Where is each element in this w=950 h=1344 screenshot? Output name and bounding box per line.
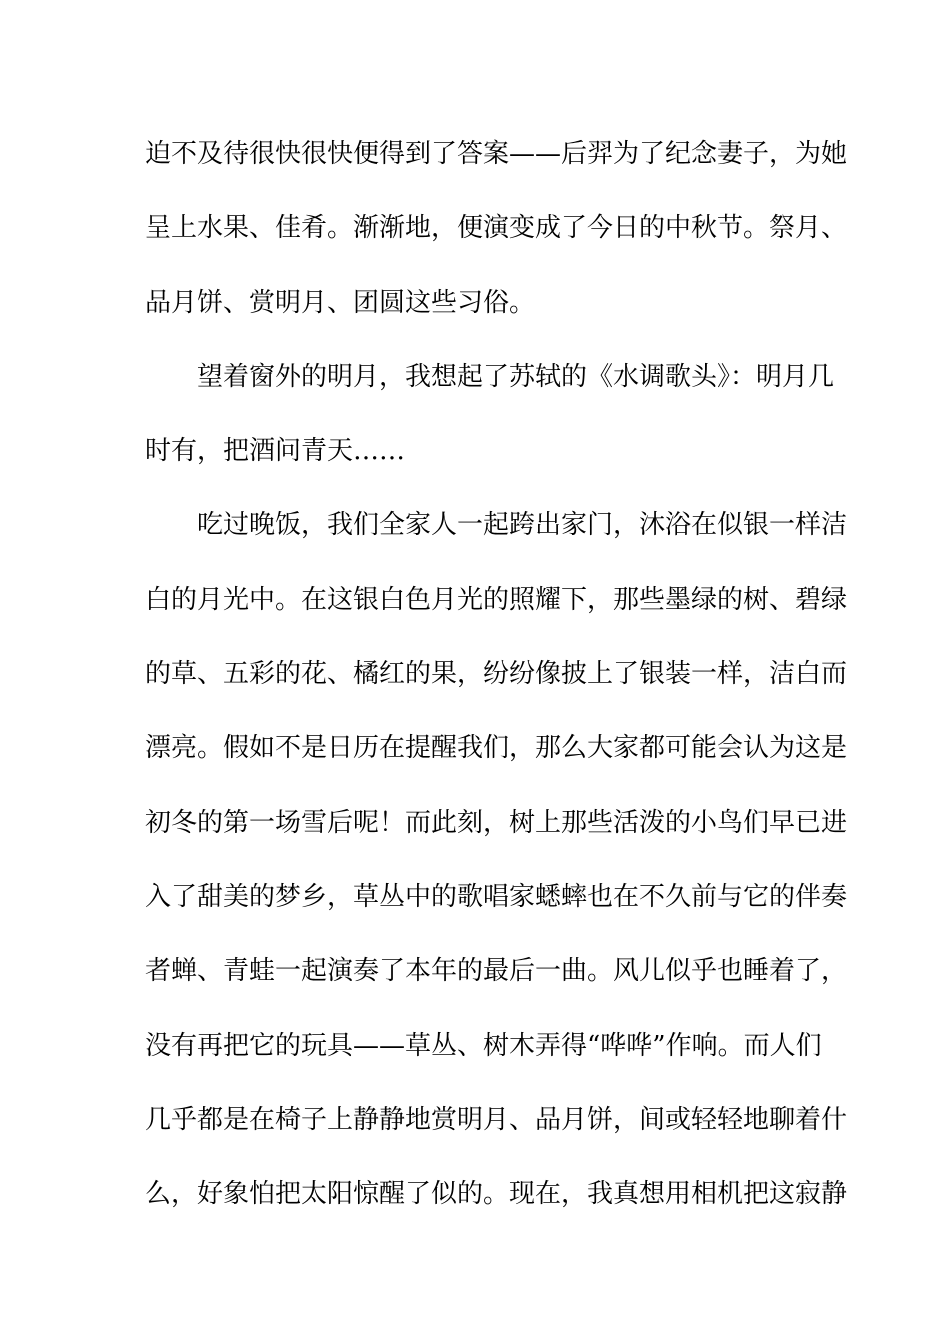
- text-line: 者蝉、青蛙一起演奏了本年的最后一曲。风儿似乎也睡着了，: [145, 956, 848, 987]
- paragraph-start-line: 吃过晚饭，我们全家人一起跨出家门，沐浴在似银一样洁: [197, 510, 848, 541]
- text-line: 几乎都是在椅子上静静地赏明月、品月饼，间或轻轻地聊着什: [145, 1104, 848, 1135]
- text-line: 初冬的第一场雪后呢！而此刻，树上那些活泼的小鸟们早已进: [145, 807, 848, 838]
- body-text: [145, 129, 848, 1243]
- text-line: 迫不及待很快很快便得到了答案——后羿为了纪念妻子，为她: [145, 139, 848, 169]
- text-line: 么，好象怕把太阳惊醒了似的。现在，我真想用相机把这寂静: [145, 1179, 848, 1210]
- text-line: 入了甜美的梦乡，草丛中的歌唱家蟋蟀也在不久前与它的伴奏: [145, 881, 848, 912]
- text-line: 时有，把酒问青天……: [145, 436, 406, 467]
- text-line: 品月饼、赏明月、团圆这些习俗。: [145, 287, 536, 318]
- text-line: 的草、五彩的花、橘红的果，纷纷像披上了银装一样，洁白而: [145, 659, 848, 690]
- text-line: 没有再把它的玩具——草丛、树木弄得“哗哗”作响。而人们: [145, 1030, 822, 1061]
- text-line: 白的月光中。在这银白色月光的照耀下，那些墨绿的树、碧绿: [145, 584, 848, 615]
- text-line: 呈上水果、佳肴。渐渐地，便演变成了今日的中秋节。祭月、: [145, 213, 848, 244]
- text-line: 漂亮。假如不是日历在提醒我们，那么大家都可能会认为这是: [145, 733, 848, 764]
- paragraph-start-line: 望着窗外的明月，我想起了苏轼的《水调歌头》：明月几: [197, 361, 835, 392]
